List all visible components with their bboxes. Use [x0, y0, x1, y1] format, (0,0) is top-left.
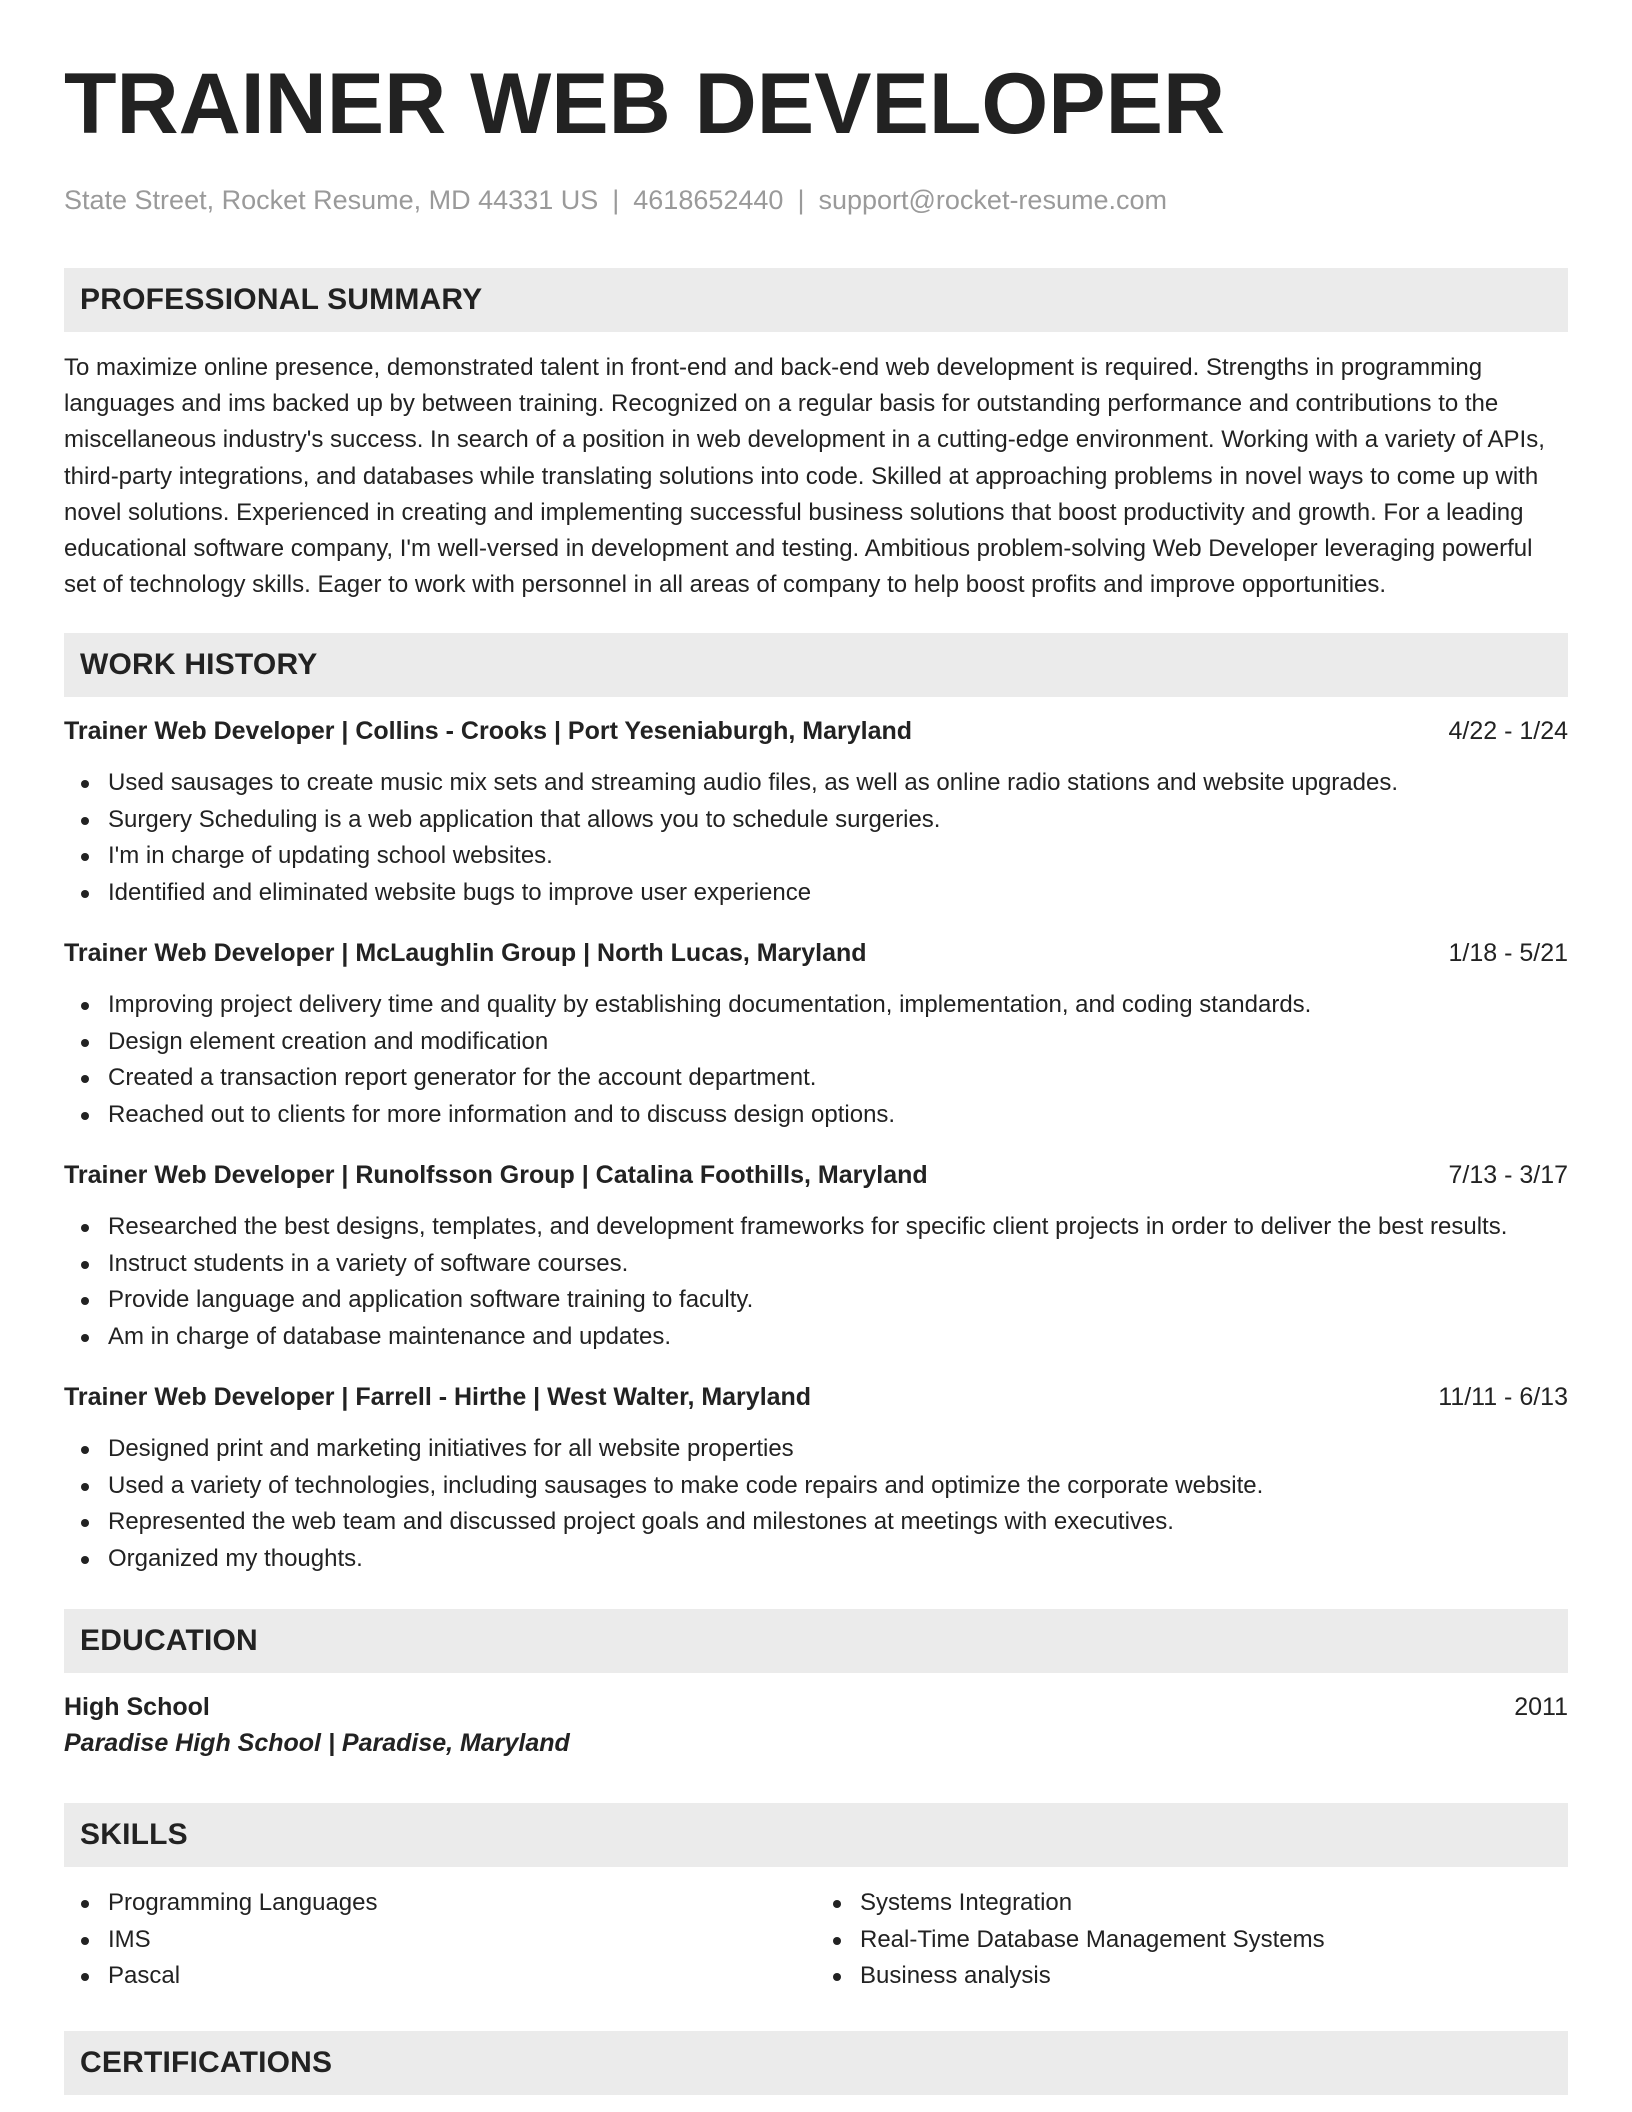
section-heading-certifications: CERTIFICATIONS — [64, 2031, 1568, 2095]
job-bullet: Surgery Scheduling is a web application that allows you to schedule surgeries. — [108, 802, 1568, 839]
job-bullet: Identified and eliminated website bugs to improve user experience — [108, 875, 1568, 912]
education-degree: High School — [64, 1693, 210, 1722]
job-bullet: Used a variety of technologies, including sausages to make code repairs and optimize the corporate website. — [108, 1468, 1568, 1505]
job-entry — [64, 1159, 1568, 1355]
job-bullet: Represented the web team and discussed project goals and milestones at meetings with executives. — [108, 1504, 1568, 1541]
section-heading-education: EDUCATION — [64, 1609, 1568, 1673]
job-bullet: Improving project delivery time and quality by establishing documentation, implementation, and coding standards. — [108, 987, 1568, 1024]
job-bullet: Provide language and application software training to faculty. — [108, 1282, 1568, 1319]
job-bullet: Designed print and marketing initiatives for all website properties — [108, 1431, 1568, 1468]
skills-column-right — [816, 1885, 1568, 1995]
job-header — [64, 715, 1568, 747]
job-header — [64, 1381, 1568, 1413]
contact-email[interactable]: support@rocket-resume.com — [818, 185, 1167, 215]
contact-address: State Street, Rocket Resume, MD 44331 US — [64, 185, 599, 215]
job-dates: 4/22 - 1/24 — [1448, 717, 1568, 746]
skill-item: Business analysis — [860, 1958, 1568, 1995]
contact-separator: | — [797, 185, 805, 215]
contact-phone: 4618652440 — [633, 185, 784, 215]
job-bullet: Created a transaction report generator for the account department. — [108, 1060, 1568, 1097]
job-bullet: Am in charge of database maintenance and updates. — [108, 1319, 1568, 1356]
job-header — [64, 1159, 1568, 1191]
education-school: Paradise High School | Paradise, Maryland — [64, 1729, 570, 1758]
job-title: Trainer Web Developer | McLaughlin Group | North Lucas, Maryland — [64, 939, 867, 968]
job-bullet: Instruct students in a variety of software courses. — [108, 1246, 1568, 1283]
job-bullet: Reached out to clients for more information and to discuss design options. — [108, 1097, 1568, 1134]
job-title: Trainer Web Developer | Collins - Crooks | Port Yeseniaburgh, Maryland — [64, 717, 913, 746]
job-dates: 1/18 - 5/21 — [1448, 939, 1568, 968]
job-title: Trainer Web Developer | Farrell - Hirthe | West Walter, Maryland — [64, 1383, 812, 1412]
job-bullet: I'm in charge of updating school websites. — [108, 838, 1568, 875]
job-dates: 11/11 - 6/13 — [1438, 1383, 1568, 1412]
skill-item: Pascal — [108, 1958, 816, 1995]
job-header — [64, 937, 1568, 969]
job-entry — [64, 715, 1568, 911]
job-bullet: Used sausages to create music mix sets and streaming audio files, as well as online radio stations and website upgrades. — [108, 765, 1568, 802]
job-bullets — [64, 987, 1568, 1133]
job-bullets — [64, 765, 1568, 911]
job-bullet: Design element creation and modification — [108, 1024, 1568, 1061]
section-heading-summary: PROFESSIONAL SUMMARY — [64, 268, 1568, 332]
job-entry — [64, 1381, 1568, 1577]
candidate-name: TRAINER WEB DEVELOPER — [64, 56, 1226, 152]
skill-item: Real-Time Database Management Systems — [860, 1922, 1568, 1959]
job-dates: 7/13 - 3/17 — [1448, 1161, 1568, 1190]
job-bullets — [64, 1209, 1568, 1355]
skills-column-left — [64, 1885, 816, 1995]
job-title: Trainer Web Developer | Runolfsson Group | Catalina Foothills, Maryland — [64, 1161, 928, 1190]
job-entry — [64, 937, 1568, 1133]
education-header — [64, 1691, 1568, 1723]
skill-item: IMS — [108, 1922, 816, 1959]
summary-text: To maximize online presence, demonstrated talent in front-end and back-end web development is required. Strengths in programming languages and ims backed up by between training. Recognized on a regular basis for outstanding performance and contributions to the miscellaneous industry's success. In search of a position in web development in a cutting-edge environment. Working with a variety of APIs, third-party integrations, and databases while translating solutions into code. Skilled at approaching problems in novel ways to come up with novel solutions. Experienced in creating and implementing successful business solutions that boost productivity and growth. For a leading educational software company, I'm well-versed in development and testing. Ambitious problem-solving Web Developer leveraging powerful set of technology skills. Eager to work with personnel in all areas of company to help boost profits and improve opportunities. — [64, 354, 1545, 599]
education-year: 2011 — [1514, 1693, 1568, 1722]
skill-item: Systems Integration — [860, 1885, 1568, 1922]
job-bullet: Organized my thoughts. — [108, 1541, 1568, 1578]
section-heading-work-history: WORK HISTORY — [64, 633, 1568, 697]
skill-item: Programming Languages — [108, 1885, 816, 1922]
section-heading-skills: SKILLS — [64, 1803, 1568, 1867]
skills-list — [64, 1885, 1568, 1995]
job-bullets — [64, 1431, 1568, 1577]
contact-separator: | — [612, 185, 620, 215]
job-bullet: Researched the best designs, templates, and development frameworks for specific client projects in order to deliver the best results. — [108, 1209, 1568, 1246]
contact-line — [64, 184, 1568, 216]
